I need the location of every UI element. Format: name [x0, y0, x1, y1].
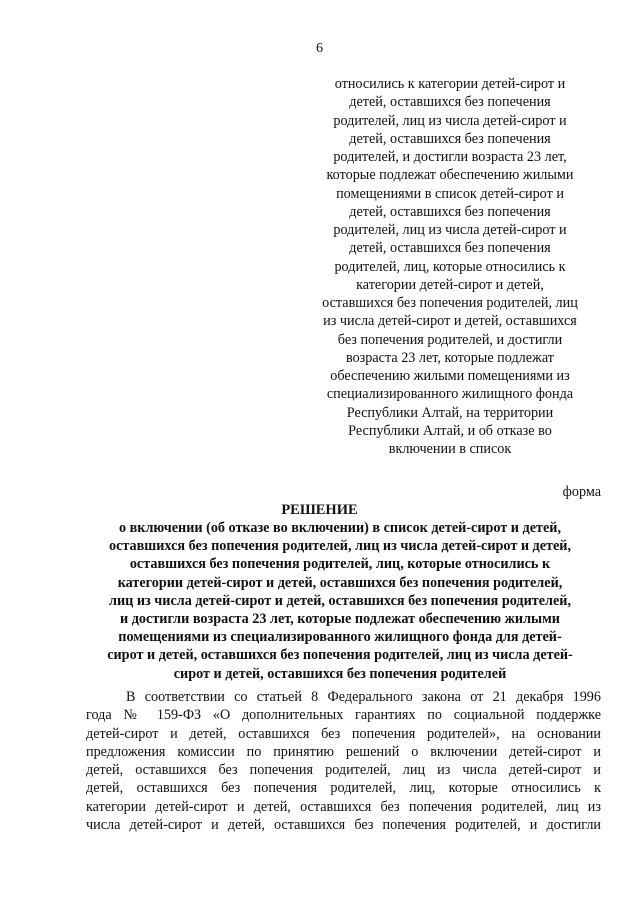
- subtitle-line: о включении (об отказе во включении) в список детей-сирот и детей,: [118, 520, 561, 536]
- body-line: детей, оставшихся без попечения родителей, лиц, которые относились к: [86, 780, 601, 797]
- document-title: РЕШЕНИЕ: [281, 502, 358, 518]
- appendix-line: детей, оставшихся без попечения: [349, 94, 551, 111]
- subtitle-line: категории детей-сирот и детей, оставшихся без попечения родителей,: [117, 574, 563, 591]
- subtitle-line: помещениями из специализированного жилищного фонда для детей-: [118, 629, 562, 646]
- subtitle-line: сирот и детей, оставшихся без попечения родителей: [173, 665, 507, 682]
- subtitle-line: лиц из числа детей-сирот и детей, оставшихся без попечения родителей,: [108, 592, 572, 609]
- appendix-line: категории детей-сирот и детей,: [356, 276, 544, 293]
- appendix-line: детей, оставшихся без попечения: [349, 203, 551, 220]
- appendix-line: обеспечению жилыми помещениями из: [330, 368, 570, 384]
- body-line: числа детей-сирот и детей, оставшихся без попечения родителей, и достигли: [86, 817, 601, 834]
- body-line: категории детей-сирот и детей, оставшихся без попечения родителей, лиц из: [86, 798, 601, 815]
- appendix-line: включении в список: [388, 441, 512, 457]
- appendix-line: родителей, лиц, которые относились к: [334, 258, 566, 275]
- subtitle-line: оставшихся без попечения родителей, лиц из числа детей-сирот и детей,: [108, 538, 572, 555]
- subtitle-line: и достигли возраста 23 лет, которые подлежат обеспечению жилыми: [120, 611, 560, 628]
- appendix-line: родителей, лиц из числа детей-сирот и: [333, 222, 567, 238]
- appendix-line: родителей, лиц из числа детей-сирот и: [333, 112, 567, 129]
- body-line: детей-сирот и детей, оставшихся без попечения родителей», на основании: [86, 725, 601, 742]
- appendix-line: Республики Алтай, на территории: [346, 404, 554, 421]
- appendix-line: Республики Алтай, и об отказе во: [348, 422, 552, 439]
- appendix-line: помещениями в список детей-сирот и: [336, 185, 564, 202]
- body-line: предложения комиссии по принятию решений о включении детей-сирот и: [86, 743, 601, 760]
- appendix-line: детей, оставшихся без попечения: [349, 130, 551, 147]
- form-label: форма: [562, 484, 601, 500]
- appendix-line: оставшихся без попечения родителей, лиц: [322, 295, 578, 311]
- appendix-line: относились к категории детей-сирот и: [334, 76, 566, 92]
- body-line: года № 159-ФЗ «О дополнительных гарантиях по социальной поддержке: [86, 707, 601, 724]
- appendix-line: из числа детей-сирот и детей, оставшихся: [323, 313, 577, 330]
- subtitle-line: оставшихся без попечения родителей, лиц, которые относились к: [129, 556, 551, 573]
- appendix-line: детей, оставшихся без попечения: [349, 240, 551, 257]
- body-line: детей, оставшихся без попечения родителей, лиц из числа детей-сирот и: [86, 762, 601, 779]
- appendix-line: без попечения родителей, и достигли: [337, 331, 563, 348]
- body-paragraph: [86, 688, 601, 834]
- page-number: 6: [316, 41, 323, 56]
- appendix-line: специализированного жилищного фонда: [326, 386, 574, 403]
- subtitle-line: сирот и детей, оставшихся без попечения родителей, лиц из числа детей-: [107, 647, 573, 664]
- appendix-line: которые подлежат обеспечению жилыми: [326, 167, 574, 184]
- body-line: В соответствии со статьей 8 Федерального закона от 21 декабря 1996: [126, 689, 601, 705]
- appendix-header: [300, 75, 600, 458]
- appendix-line: родителей, и достигли возраста 23 лет,: [333, 149, 567, 165]
- appendix-line: возраста 23 лет, которые подлежат: [345, 349, 554, 366]
- document-subtitle: [60, 519, 620, 683]
